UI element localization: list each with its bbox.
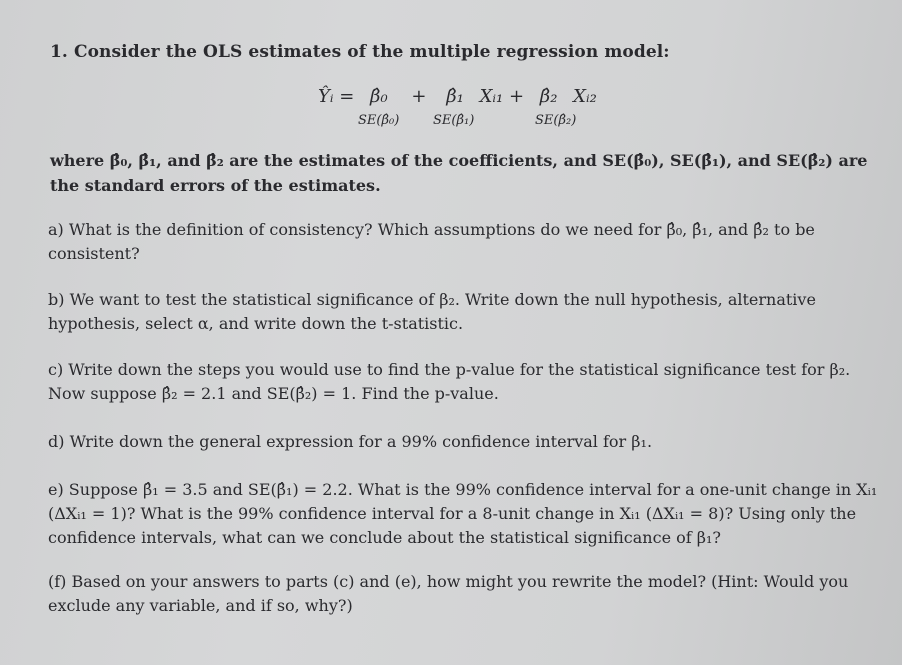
se-beta2: SE(β̂₂): [535, 113, 577, 128]
se-beta0: SE(β̂₀): [358, 113, 400, 128]
part-f: (f) Based on your answers to parts (c) and (e), how might you rewrite the model? (Hint: Would you exclude any variable, and if so, why?): [48, 572, 849, 615]
problem-title: 1. Consider the OLS estimates of the multiple regression model:: [50, 42, 670, 62]
equation-x1: Xᵢ₁ +: [479, 86, 525, 107]
part-b: b) We want to test the statistical significance of β₂. Write down the null hypothesis, alternative hypothesis, select α, and write down the t-statistic.: [48, 290, 816, 333]
equation-beta2: β̂₂: [539, 86, 558, 107]
part-e: e) Suppose β̂₁ = 3.5 and SE(β̂₁) = 2.2. What is the 99% confidence interval for a one-unit change in Xᵢ₁ (ΔXᵢ₁ = 1)? What is the 99% confidence interval for a 8-unit change in Xᵢ₁ (ΔXᵢ₁ = 8)? Using only the confidence intervals, what can we conclude about the statistical significance of β₁?: [48, 480, 878, 547]
se-beta1: SE(β̂₁): [433, 113, 475, 128]
equation-plus: +: [411, 86, 427, 107]
part-d: d) Write down the general expression for a 99% confidence interval for β₁.: [48, 432, 653, 451]
where-statement: where β̂₀, β̂₁, and β̂₂ are the estimates of the coefficients, and SE(β̂₀), SE(β̂₁), and SE(β̂₂) are the standard errors of the estimates.: [50, 151, 868, 195]
equation-lhs: Ŷᵢ =: [318, 86, 355, 107]
regression-equation: [318, 86, 597, 107]
part-c: c) Write down the steps you would use to find the p-value for the statistical significance test for β₂. Now suppose β̂₂ = 2.1 and SE(β̂₂) = 1. Find the p-value.: [48, 360, 851, 403]
equation-x2: Xᵢ₂: [573, 86, 597, 107]
equation-beta0: β̂₀: [370, 86, 388, 107]
part-a: a) What is the definition of consistency? Which assumptions do we need for β̂₀, β̂₁, and β̂₂ to be consistent?: [48, 220, 815, 263]
equation-beta1: β̂₁: [446, 86, 464, 107]
